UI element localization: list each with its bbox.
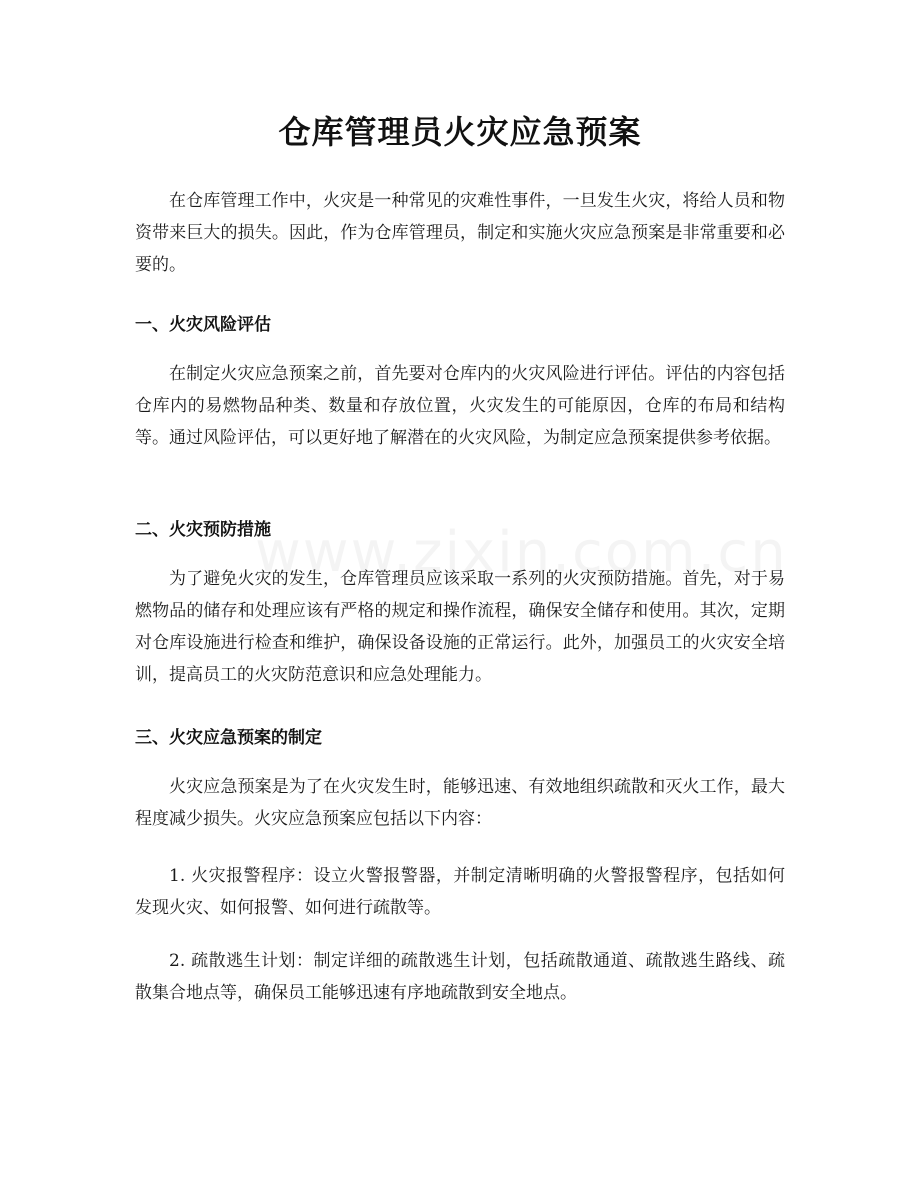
section-body-emergency-plan: 火灾应急预案是为了在火灾发生时，能够迅速、有效地组织疏散和灭火工作，最大程度减少损失。火灾应急预案应包括以下内容： [135,777,785,829]
list-item-fire-alarm: 1. 火灾报警程序：设立火警报警器，并制定清晰明确的火警报警程序，包括如何发现火灾、如何报警、如何进行疏散等。 [135,866,785,918]
section-heading-prevention: 二、火灾预防措施 [135,520,271,540]
document-title: 仓库管理员火灾应急预案 [278,113,642,151]
section-body-prevention: 为了避免火灾的发生，仓库管理员应该采取一系列的火灾预防措施。首先，对于易燃物品的储存和处理应该有严格的规定和操作流程，确保安全储存和使用。其次，定期对仓库设施进行检查和维护，确保设备设施的正常运行。此外，加强员工的火灾安全培训，提高员工的火灾防范意识和应急处理能力。 [135,569,785,685]
section-heading-emergency-plan: 三、火灾应急预案的制定 [135,728,322,748]
section-body-risk-assessment: 在制定火灾应急预案之前，首先要对仓库内的火灾风险进行评估。评估的内容包括仓库内的易燃物品种类、数量和存放位置，火灾发生的可能原因，仓库的布局和结构等。通过风险评估，可以更好地了解潜在的火灾风险，为制定应急预案提供参考依据。 [135,364,785,448]
section-heading-risk-assessment: 一、火灾风险评估 [135,315,271,335]
intro-paragraph: 在仓库管理工作中，火灾是一种常见的灾难性事件，一旦发生火灾，将给人员和物资带来巨大的损失。因此，作为仓库管理员，制定和实施火灾应急预案是非常重要和必要的。 [135,191,785,275]
list-item-evacuation-plan: 2. 疏散逃生计划：制定详细的疏散逃生计划，包括疏散通道、疏散逃生路线、疏散集合地点等，确保员工能够迅速有序地疏散到安全地点。 [135,951,785,1003]
